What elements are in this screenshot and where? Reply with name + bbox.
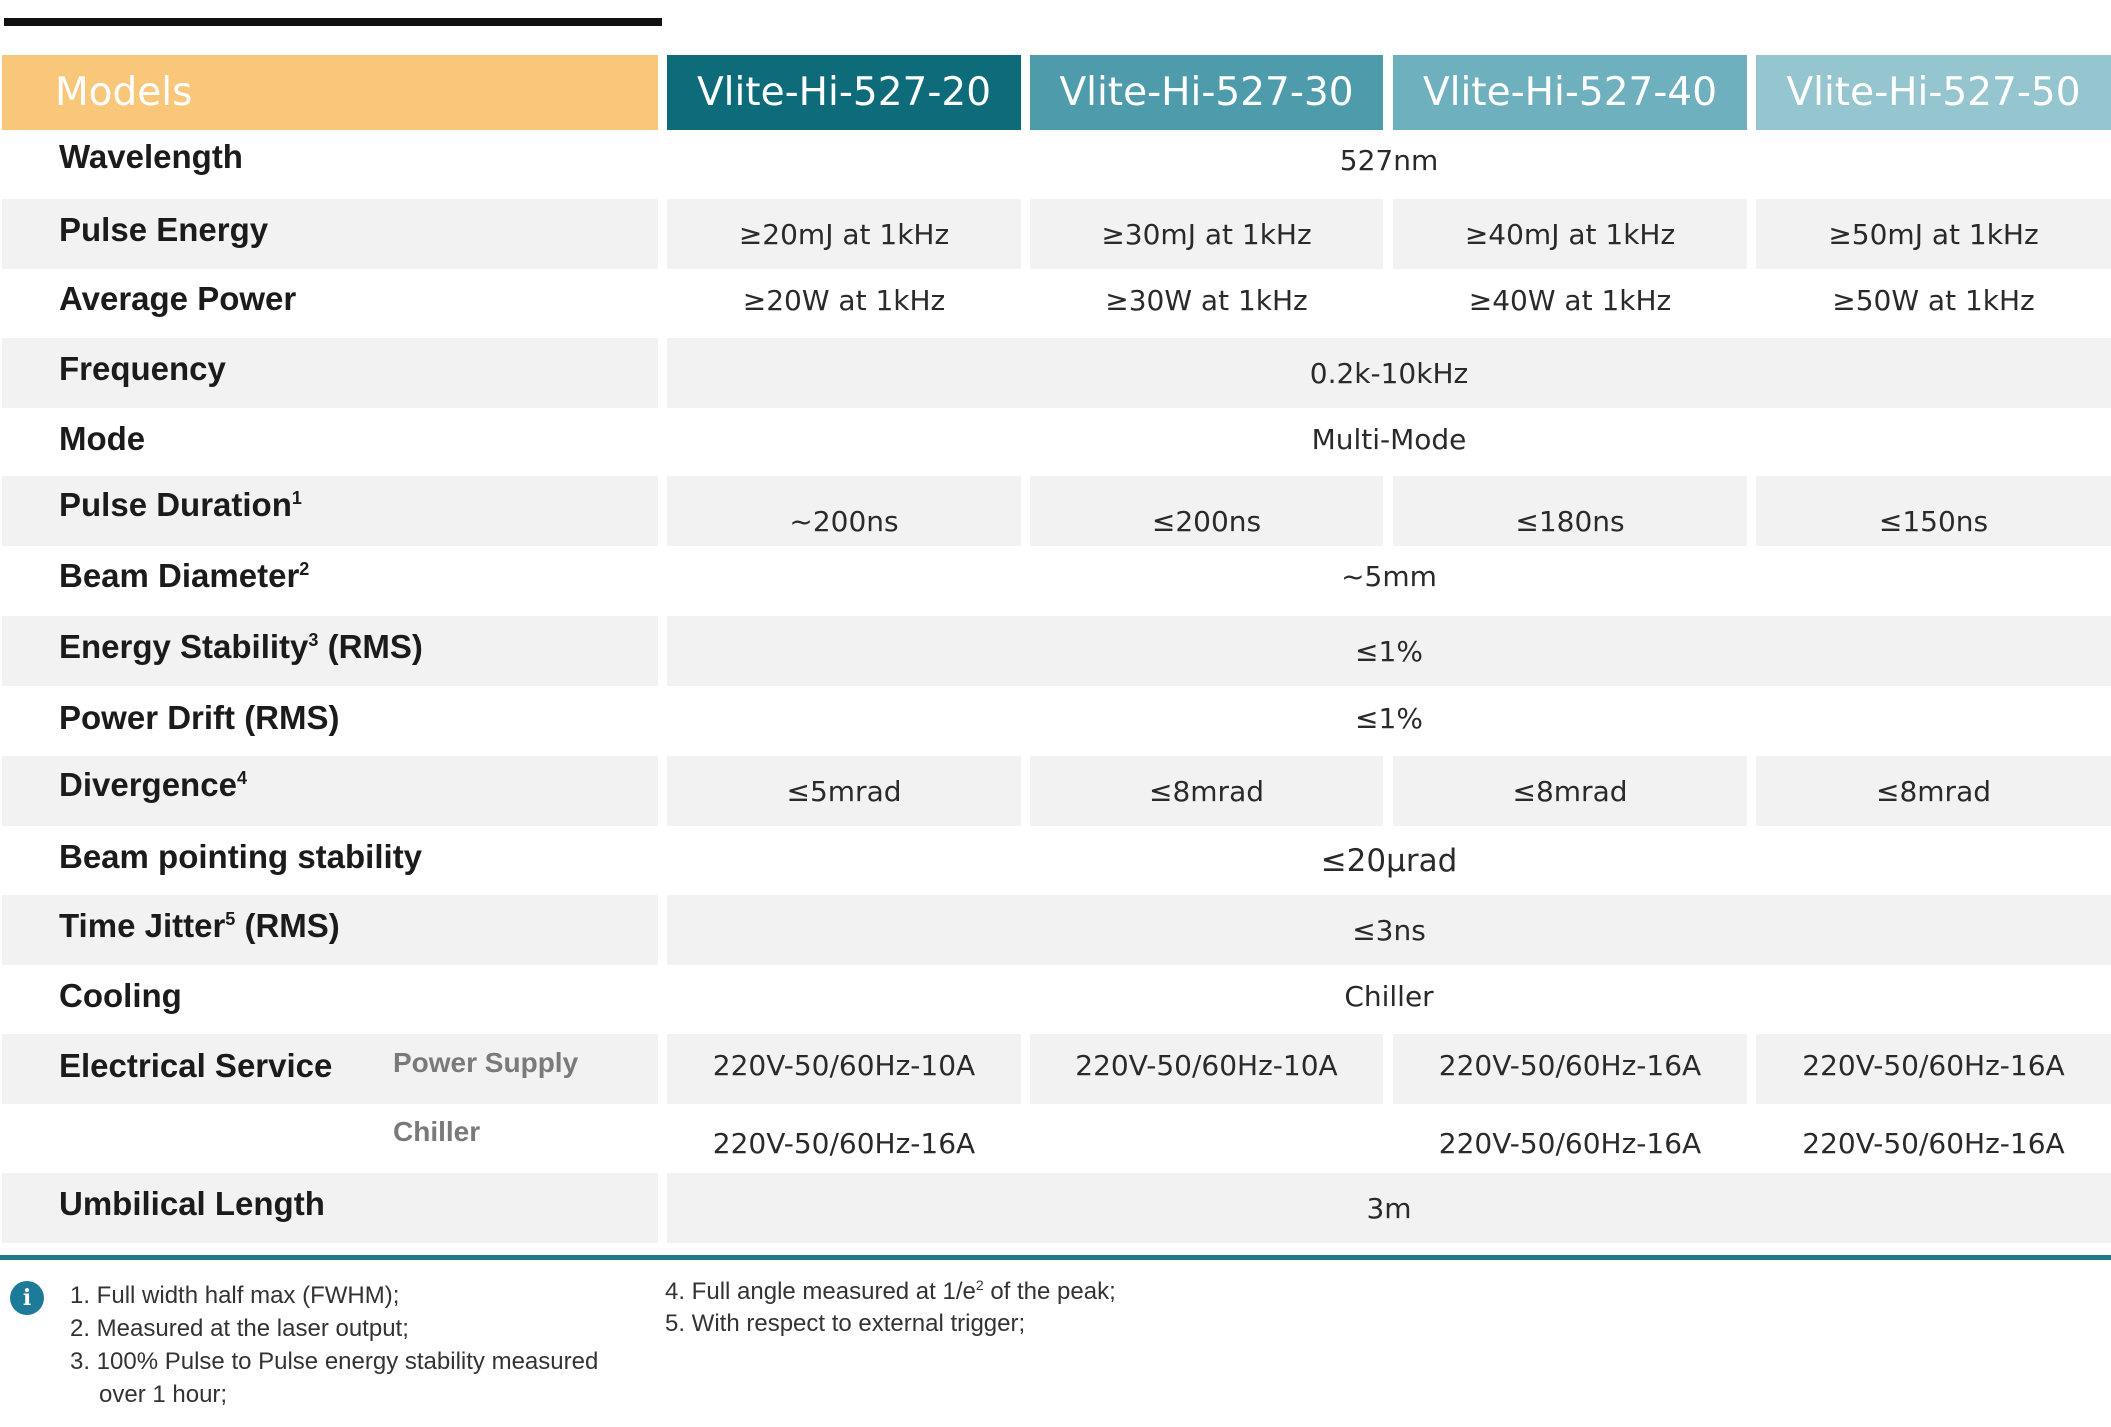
footnote-1: 1. Full width half max (FWHM); (70, 1282, 400, 1309)
row-label-beam-diameter: Beam Diameter$^2$ (59, 557, 310, 594)
row-label-wavelength: Wavelength (59, 138, 243, 175)
value-umbilical: 3m (667, 1173, 2111, 1243)
value-chiller-50: 220V-50/60Hz-16A (1802, 1126, 2065, 1160)
value-power-drift: ≤1% (1355, 701, 1423, 735)
value-pulse-energy-20: ≥20mJ at 1kHz (667, 199, 1021, 269)
row-label-energy-stability: Energy Stability$^3$ (RMS) (59, 628, 423, 665)
model-name: Vlite-Hi-527-50 (1786, 70, 2081, 115)
value-mode: Multi-Mode (1311, 422, 1467, 456)
footnote-2: 2. Measured at the laser output; (70, 1315, 409, 1342)
info-icon: i (10, 1281, 44, 1315)
value-pulse-duration-30: ≤200ns (1030, 476, 1383, 546)
row-label-mode: Mode (59, 420, 146, 457)
model-name: Vlite-Hi-527-30 (1059, 70, 1354, 115)
value-average-power-30: ≥30W at 1kHz (1105, 283, 1308, 317)
row-label-beam-pointing: Beam pointing stability (59, 838, 423, 875)
sublabel-power-supply: Power Supply (393, 1047, 579, 1078)
footnote-5: 5. With respect to external trigger; (665, 1310, 1026, 1337)
models-header (2, 55, 658, 130)
row-label-electrical: Electrical Service (59, 1047, 333, 1084)
model-header-50 (1756, 55, 2111, 130)
value-average-power-50: ≥50W at 1kHz (1832, 283, 2035, 317)
value-time-jitter: ≤3ns (667, 895, 2111, 965)
value-power-supply-50: 220V-50/60Hz-16A (1756, 1034, 2111, 1104)
value-chiller-40: 220V-50/60Hz-16A (1438, 1126, 1702, 1160)
model-header-20 (667, 55, 1021, 130)
row-label-power-drift: Power Drift (RMS) (59, 699, 340, 736)
value-beam-pointing: ≤20μrad (1320, 843, 1458, 879)
top-rule (4, 18, 662, 26)
model-name: Vlite-Hi-527-40 (1422, 70, 1718, 115)
value-average-power-20: ≥20W at 1kHz (742, 283, 946, 317)
value-divergence-30: ≤8mrad (1030, 756, 1383, 826)
model-name: Vlite-Hi-527-20 (696, 70, 992, 115)
value-wavelength: 527nm (1339, 143, 1439, 177)
value-beam-diameter: ~5mm (1341, 559, 1437, 593)
row-label-umbilical: Umbilical Length (59, 1185, 325, 1222)
row-label-frequency: Frequency (59, 350, 226, 387)
value-power-supply-30: 220V-50/60Hz-10A (1030, 1034, 1383, 1104)
row-label-divergence: Divergence$^4$ (59, 766, 247, 803)
row-label-pulse-energy: Pulse Energy (59, 211, 269, 248)
value-cooling: Chiller (1344, 979, 1434, 1013)
row-label-time-jitter: Time Jitter$^5$ (RMS) (59, 907, 340, 944)
value-pulse-duration-50: ≤150ns (1756, 476, 2111, 546)
footnote-3-cont: over 1 hour; (99, 1381, 228, 1408)
value-pulse-duration-40: ≤180ns (1393, 476, 1747, 546)
footnote-3: 3. 100% Pulse to Pulse energy stability measured (70, 1348, 599, 1375)
value-pulse-duration-20: ~200ns (667, 476, 1021, 546)
sublabel-chiller: Chiller (393, 1116, 481, 1147)
value-power-supply-40: 220V-50/60Hz-16A (1393, 1034, 1747, 1104)
value-chiller-20: 220V-50/60Hz-16A (712, 1126, 976, 1160)
value-average-power-40: ≥40W at 1kHz (1468, 283, 1672, 317)
row-label-pulse-duration: Pulse Duration$^1$ (59, 486, 302, 523)
value-divergence-50: ≤8mrad (1756, 756, 2111, 826)
value-pulse-energy-50: ≥50mJ at 1kHz (1756, 199, 2111, 269)
row-label-average-power: Average Power (59, 280, 297, 317)
footnote-divider (0, 1255, 2111, 1260)
models-label: Models (55, 70, 193, 115)
value-frequency: 0.2k-10kHz (667, 338, 2111, 408)
row-label-cooling: Cooling (59, 977, 182, 1014)
value-pulse-energy-30: ≥30mJ at 1kHz (1030, 199, 1383, 269)
value-divergence-20: ≤5mrad (667, 756, 1021, 826)
model-header-40 (1393, 55, 1747, 130)
value-power-supply-20: 220V-50/60Hz-10A (667, 1034, 1021, 1104)
value-chiller-30 (1030, 1104, 1383, 1170)
value-divergence-40: ≤8mrad (1393, 756, 1747, 826)
value-pulse-energy-40: ≥40mJ at 1kHz (1393, 199, 1747, 269)
footnote-4: 4. Full angle measured at $1/e^2$ of the peak; (665, 1277, 1116, 1305)
value-energy-stability: ≤1% (667, 616, 2111, 686)
model-header-30 (1030, 55, 1383, 130)
